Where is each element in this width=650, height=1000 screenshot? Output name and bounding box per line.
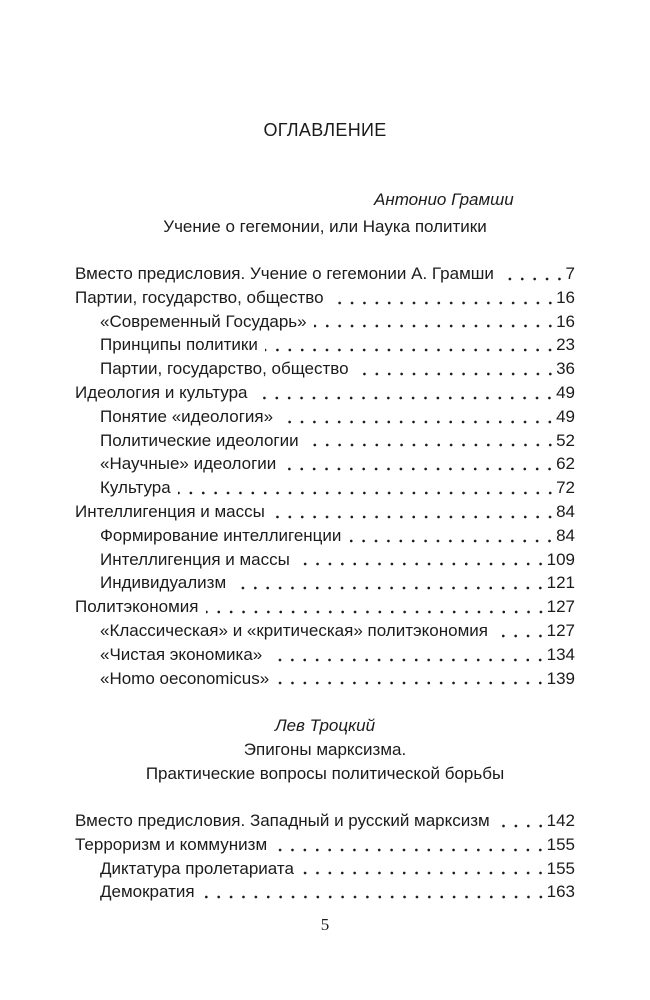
toc-subentry <box>75 880 575 904</box>
toc-entry-page: 7 <box>565 264 575 283</box>
dot-leader <box>301 857 544 881</box>
toc-entry-title: Понятие «идеология» <box>100 406 274 426</box>
section-author: Лев Троцкий <box>274 716 376 735</box>
toc-subentry <box>75 310 575 334</box>
toc-subentry <box>75 619 575 643</box>
page-title: ОГЛАВЛЕНИЕ <box>263 120 387 140</box>
toc-entry-title: Культура <box>100 478 171 498</box>
toc-entry-page: 72 <box>556 478 575 498</box>
dot-leader <box>276 667 543 691</box>
toc-entry-title: Политические идеологии <box>100 430 299 450</box>
toc-entry-page: 134 <box>546 644 575 664</box>
toc-entry-page: 127 <box>546 620 575 640</box>
table-of-contents <box>75 262 575 690</box>
toc-entry-page: 139 <box>546 668 575 688</box>
toc-entry-title: «Homo oeconomicus» <box>100 668 270 688</box>
toc-entry-title: «Чистая экономика» <box>100 644 263 664</box>
dot-leader <box>254 381 553 405</box>
dot-leader <box>280 405 553 429</box>
toc-subentry <box>75 333 575 357</box>
toc-entry-title: Индивидуализм <box>100 573 227 593</box>
toc-entry-page: 23 <box>556 335 575 355</box>
section-book-title <box>0 738 650 785</box>
toc-entry-title: Интеллигенция и массы <box>75 501 265 521</box>
toc-entry-page: 163 <box>546 882 575 902</box>
dot-leader <box>314 310 553 334</box>
toc-entry-title: Диктатура пролетариата <box>100 858 294 878</box>
toc-entry <box>75 595 575 619</box>
dot-leader <box>356 357 554 381</box>
toc-entry-page: 121 <box>546 573 575 593</box>
toc-subentry <box>75 429 575 453</box>
dot-leader <box>269 643 543 667</box>
toc-entry-page: 127 <box>546 597 575 617</box>
dot-leader <box>274 833 543 857</box>
toc-entry-title: Терроризм и коммунизм <box>75 834 268 854</box>
dot-leader <box>202 880 544 904</box>
toc-entry <box>75 833 575 857</box>
toc-entry-page: 155 <box>546 834 575 854</box>
toc-entry <box>75 262 575 286</box>
dot-leader <box>306 429 553 453</box>
toc-entry <box>75 809 575 833</box>
toc-subentry <box>75 571 575 595</box>
book-title-line: Учение о гегемонии, или Наука политики <box>163 217 487 236</box>
dot-leader <box>272 500 553 524</box>
dot-leader <box>283 452 553 476</box>
toc-subentry <box>75 476 575 500</box>
dot-leader <box>497 809 544 833</box>
toc-entry-title: Демократия <box>100 882 195 902</box>
toc-subentry <box>75 405 575 429</box>
dot-leader <box>501 262 563 286</box>
toc-entry <box>75 286 575 310</box>
toc-subentry <box>75 643 575 667</box>
toc-entry-page: 84 <box>556 525 575 545</box>
table-of-contents <box>75 809 575 904</box>
toc-entry-title: Партии, государство, общество <box>75 287 324 307</box>
toc-entry <box>75 381 575 405</box>
dot-leader <box>233 571 543 595</box>
toc-entry-page: 36 <box>556 359 575 379</box>
toc-entry-page: 142 <box>546 811 575 830</box>
toc-entry <box>75 500 575 524</box>
book-title-line: Практические вопросы политической борьбы <box>145 763 505 783</box>
toc-subentry <box>75 357 575 381</box>
toc-entry-title: Вместо предисловия. Западный и русский марксизм <box>75 811 490 830</box>
toc-entry-title: Партии, государство, общество <box>100 359 349 379</box>
toc-entry-title: «Классическая» и «критическая» политэкономия <box>100 620 488 640</box>
toc-entry-title: Принципы политики <box>100 335 258 355</box>
toc-subentry <box>75 857 575 881</box>
toc-subentry <box>75 667 575 691</box>
toc-entry-title: Интеллигенция и массы <box>100 549 290 569</box>
toc-entry-title: Формирование интеллигенции <box>100 525 342 545</box>
toc-entry-page: 16 <box>556 311 575 331</box>
toc-entry-page: 155 <box>546 858 575 878</box>
section-book-title <box>0 215 650 239</box>
toc-entry-page: 62 <box>556 454 575 474</box>
dot-leader <box>206 595 544 619</box>
section-author: Антонио Грамши <box>374 190 514 209</box>
dot-leader <box>297 548 544 572</box>
toc-entry-page: 49 <box>556 382 575 402</box>
toc-entry-page: 109 <box>546 549 575 569</box>
dot-leader <box>331 286 554 310</box>
dot-leader <box>178 476 553 500</box>
toc-entry-title: «Научные» идеологии <box>100 454 277 474</box>
toc-subentry <box>75 548 575 572</box>
toc-entry-title: Идеология и культура <box>75 382 248 402</box>
toc-entry-title: «Современный Государь» <box>100 311 307 331</box>
toc-entry-page: 16 <box>556 287 575 307</box>
toc-entry-page: 52 <box>556 430 575 450</box>
toc-entry-page: 84 <box>556 501 575 521</box>
dot-leader <box>265 333 553 357</box>
toc-entry-title: Политэкономия <box>75 597 199 617</box>
toc-entry-page: 49 <box>556 406 575 426</box>
toc-entry-title: Вместо предисловия. Учение о гегемонии А. Грамши <box>75 264 494 283</box>
toc-subentry <box>75 524 575 548</box>
toc-subentry <box>75 452 575 476</box>
book-title-line: Эпигоны марксизма. <box>243 740 407 759</box>
dot-leader <box>348 524 553 548</box>
dot-leader <box>495 619 544 643</box>
page-number: 5 <box>320 915 330 934</box>
